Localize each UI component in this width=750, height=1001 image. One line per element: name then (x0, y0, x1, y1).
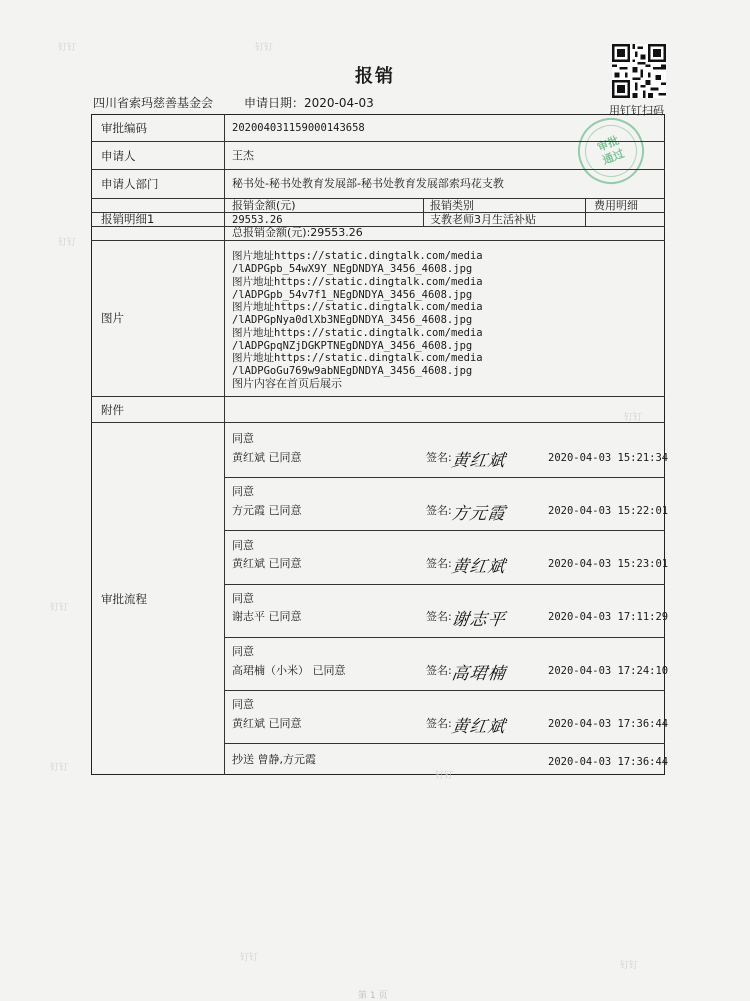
apply-date: 申请日期：2020-04-03 (244, 96, 374, 110)
image-line[interactable]: /lADPGpqNZjDGKPTNEgDNDYA_3456_4608.jpg (232, 340, 473, 352)
organization-name: 四川省索玛慈善基金会 (93, 96, 214, 110)
signature: 方元霞 (450, 504, 508, 524)
qr-code-icon[interactable] (612, 44, 666, 98)
signature: 黄红斌 (450, 717, 508, 737)
document-page: 报销 四川省索玛慈善基金会 申请日期：2020-04-03 用钉钉扫码 审批 通过 审批编码 202004031159000143658 申请人 王杰 申请人部门 秘书处-秘书处教育发展部-秘书处教育发展部索玛花支教 报销明细1 报销金额(元) 报销类别 费用明细 29553.26 支教老师3月生活补贴 总报销金额(元):29553.26 图片 图片地址https://static.dingtalk.com/media /lADPGpb_54wX9Y_NEgDNDYA_3456_4608.jpg 图片地址https://static.dingtalk.com/media /lADPGpb_54v7f1_NEgDNDYA_3456_4608.jpg 图片地址https://static.dingtalk.com/media /lADPGpNya0dlXb3NEgDNDYA_3456_4608.jpg 图片地址https://static.dingtalk.com/media /lADPGpqNZjDGKPTNEgDNDYA_3456_4608.jpg 图片地址https://static.dingtalk.com/media /lADPGoGu769w9abNEgDNDYA_3456_4608.jpg 图片内容在首页后展示 附件 审批流程 同意 黄红斌 已同意 签名: 黄红斌 2020-04-03 15:21:34 同意 方元霞 已同意 签名: 方元霞 2020-04-03 15:22:01 同意 黄红斌 已同意 签名: 黄红斌 2020-04-03 15:23:01 同意 谢志平 已同意 签名: 谢志平 2020-04-03 17:11:29 同意 高珺楠（小米） 已同意 签名: 高珺楠 2020-04-03 17:24:10 同意 黄红斌 已同意 签名: 黄红斌 2020-04-03 17:36:44 抄送 曾静,方元霞 2020-04-03 17:36:44 钉钉 钉钉 钉钉 钉钉 钉钉 钉钉 钉钉 钉钉 钉钉 第 1 页 (0, 0, 750, 1000)
detail-header-category: 报销类别 (430, 199, 474, 212)
image-note: 图片内容在首页后展示 (232, 377, 342, 390)
page-title: 报销 (355, 66, 395, 87)
applicant: 王杰 (232, 149, 254, 162)
images-label: 图片 (101, 311, 124, 325)
watermark: 钉钉 (58, 238, 77, 248)
detail-header-expense: 费用明细 (594, 199, 638, 212)
flow-label: 审批流程 (101, 592, 147, 606)
approval-no-label: 审批编码 (101, 121, 147, 135)
signature: 黄红斌 (450, 557, 508, 577)
image-line[interactable]: 图片地址https://static.dingtalk.com/media (232, 276, 483, 288)
watermark: 钉钉 (58, 43, 77, 53)
image-line[interactable]: /lADPGpNya0dlXb3NEgDNDYA_3456_4608.jpg (232, 314, 473, 326)
total-amount: 总报销金额(元):29553.26 (232, 226, 363, 239)
detail-category: 支教老师3月生活补贴 (430, 213, 536, 226)
image-line[interactable]: 图片地址https://static.dingtalk.com/media (232, 327, 483, 339)
watermark: 钉钉 (50, 763, 69, 773)
image-line[interactable]: 图片地址https://static.dingtalk.com/media (232, 301, 483, 313)
attachment-label: 附件 (101, 403, 124, 417)
page-number: 第 1 页 (358, 991, 388, 1001)
detail-amount: 29553.26 (232, 214, 283, 226)
detail-label: 报销明细1 (101, 212, 155, 226)
approval-no: 202004031159000143658 (232, 122, 365, 134)
image-line[interactable]: /lADPGpb_54v7f1_NEgDNDYA_3456_4608.jpg (232, 289, 473, 301)
image-line[interactable]: 图片地址https://static.dingtalk.com/media (232, 352, 483, 364)
watermark: 钉钉 (255, 43, 274, 53)
signature: 高珺楠 (450, 664, 508, 684)
approved-stamp: 审批 通过 (568, 108, 654, 194)
watermark: 钉钉 (620, 961, 639, 971)
watermark: 钉钉 (435, 771, 454, 781)
image-line[interactable]: /lADPGpb_54wX9Y_NEgDNDYA_3456_4608.jpg (232, 263, 473, 275)
watermark: 钉钉 (50, 603, 69, 613)
image-line[interactable]: /lADPGoGu769w9abNEgDNDYA_3456_4608.jpg (232, 365, 473, 377)
signature: 黄红斌 (450, 451, 508, 471)
image-line[interactable]: 图片地址https://static.dingtalk.com/media (232, 250, 483, 262)
signature: 谢志平 (450, 610, 508, 630)
qr-label: 用钉钉扫码 (609, 104, 664, 117)
department-label: 申请人部门 (101, 177, 159, 191)
detail-header-amount: 报销金额(元) (232, 199, 296, 212)
watermark: 钉钉 (624, 413, 643, 423)
applicant-label: 申请人 (101, 149, 136, 163)
watermark: 钉钉 (240, 953, 259, 963)
department: 秘书处-秘书处教育发展部-秘书处教育发展部索玛花支教 (232, 177, 504, 190)
